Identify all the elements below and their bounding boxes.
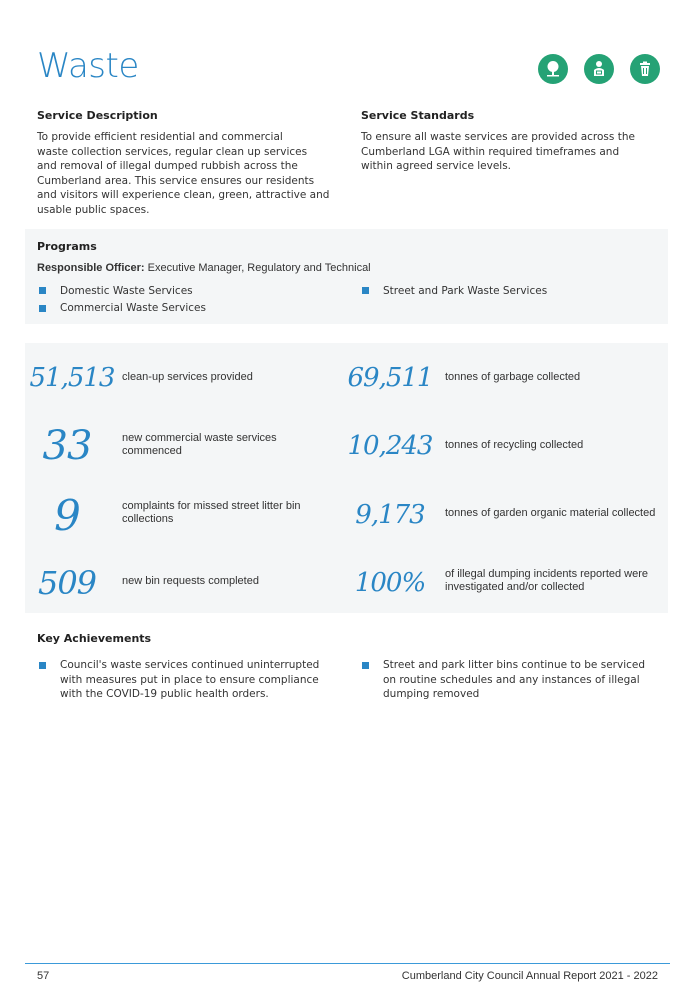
text-line: and removal of illegal dumped rubbish across the xyxy=(37,160,298,172)
text-line: of illegal dumping incidents reported were xyxy=(445,568,649,580)
text-line: tonnes of garbage collected xyxy=(445,371,581,383)
tree-icon xyxy=(538,54,568,84)
page-title: Waste xyxy=(37,46,139,86)
stat-item xyxy=(345,490,668,540)
stat-description xyxy=(122,371,253,384)
stat-value: 9 xyxy=(54,490,80,540)
list-item xyxy=(39,282,206,300)
service-standards-text xyxy=(361,130,661,174)
text-line: tonnes of recycling collected xyxy=(445,439,584,451)
stat-item xyxy=(25,490,345,540)
programs-list-right xyxy=(362,282,547,300)
stat-description xyxy=(122,500,301,526)
stat-value: 9,173 xyxy=(355,500,425,530)
bullet-square-icon xyxy=(39,662,46,669)
responsible-officer xyxy=(37,262,371,274)
list-item xyxy=(39,300,206,318)
stat-item xyxy=(345,558,668,608)
text-line: waste collection services, regular clean up services xyxy=(37,145,308,158)
text-line: Street and park litter bins continue to be serviced xyxy=(383,659,646,671)
bullet-square-icon xyxy=(39,305,46,312)
list-item-text xyxy=(60,658,319,702)
service-description xyxy=(37,109,337,217)
stat-item xyxy=(25,421,345,471)
text-line: collections xyxy=(122,513,174,525)
report-title: Cumberland City Council Annual Report 2021 - 2022 xyxy=(401,970,658,982)
text-line: clean-up services provided xyxy=(122,371,253,383)
list-item-text xyxy=(383,658,645,702)
list-item-label: Domestic Waste Services xyxy=(60,284,193,297)
text-line: with the COVID-19 public health orders. xyxy=(60,688,269,700)
stat-value: 100% xyxy=(354,568,426,598)
stat-item xyxy=(25,558,345,608)
statistics-panel xyxy=(25,343,668,613)
text-line: commenced xyxy=(122,445,182,457)
stat-value: 509 xyxy=(37,564,97,602)
text-line: investigated and/or collected xyxy=(445,581,585,593)
list-item xyxy=(362,658,662,702)
key-achievements-list-left xyxy=(39,658,339,702)
text-line: within agreed service levels. xyxy=(361,160,512,172)
footer-divider xyxy=(25,963,670,964)
bullet-square-icon xyxy=(362,662,369,669)
stat-value: 69,511 xyxy=(347,363,433,393)
stat-description xyxy=(445,507,655,520)
programs-heading: Programs xyxy=(37,240,97,253)
text-line: To provide efficient residential and commercial xyxy=(37,131,283,143)
bullet-square-icon xyxy=(39,287,46,294)
responsible-officer-label: Responsible Officer: xyxy=(37,262,145,274)
stat-value: 51,513 xyxy=(29,363,115,393)
text-line: and visitors will experience clean, green, attractive and xyxy=(37,189,330,201)
stat-description xyxy=(445,568,648,594)
stat-description xyxy=(445,371,580,384)
text-line: usable public spaces. xyxy=(37,203,150,216)
community-person-icon xyxy=(584,54,614,84)
service-standards-heading: Service Standards xyxy=(361,109,475,122)
text-line: tonnes of garden organic material collected xyxy=(445,507,656,519)
stat-item xyxy=(345,421,668,471)
text-line: on routine schedules and any instances of illegal xyxy=(383,673,640,686)
waste-bin-icon xyxy=(630,54,660,84)
key-achievements-heading: Key Achievements xyxy=(37,632,152,645)
text-line: with measures put in place to ensure compliance xyxy=(60,673,319,686)
programs-panel xyxy=(25,229,668,324)
text-line: Cumberland area. This service ensures our residents xyxy=(37,174,315,187)
list-item xyxy=(362,282,547,300)
stat-description xyxy=(445,439,583,452)
stat-value: 10,243 xyxy=(347,431,433,461)
list-item-label: Commercial Waste Services xyxy=(60,302,206,315)
service-description-heading: Service Description xyxy=(37,109,158,122)
text-line: Council's waste services continued uninterrupted xyxy=(60,659,320,671)
text-line: complaints for missed street litter bin xyxy=(122,500,301,512)
text-line: new bin requests completed xyxy=(122,575,259,587)
programs-list-left xyxy=(39,282,206,317)
header-icons xyxy=(538,54,660,84)
responsible-officer-value: Executive Manager, Regulatory and Technical xyxy=(147,262,371,274)
bullet-square-icon xyxy=(362,287,369,294)
list-item-label: Street and Park Waste Services xyxy=(383,284,548,297)
list-item xyxy=(39,658,339,702)
service-description-text xyxy=(37,130,337,217)
stat-item xyxy=(345,353,668,403)
stat-description xyxy=(122,575,259,588)
text-line: new commercial waste services xyxy=(122,432,277,444)
key-achievements-list-right xyxy=(362,658,662,702)
stat-value: 33 xyxy=(42,423,92,469)
text-line: dumping removed xyxy=(383,688,480,700)
stat-item xyxy=(25,353,345,403)
stat-description xyxy=(122,432,277,458)
text-line: To ensure all waste services are provided across the xyxy=(361,131,635,143)
service-standards xyxy=(361,109,661,174)
page-number: 57 xyxy=(37,970,50,982)
text-line: Cumberland LGA within required timeframes and xyxy=(361,145,620,158)
